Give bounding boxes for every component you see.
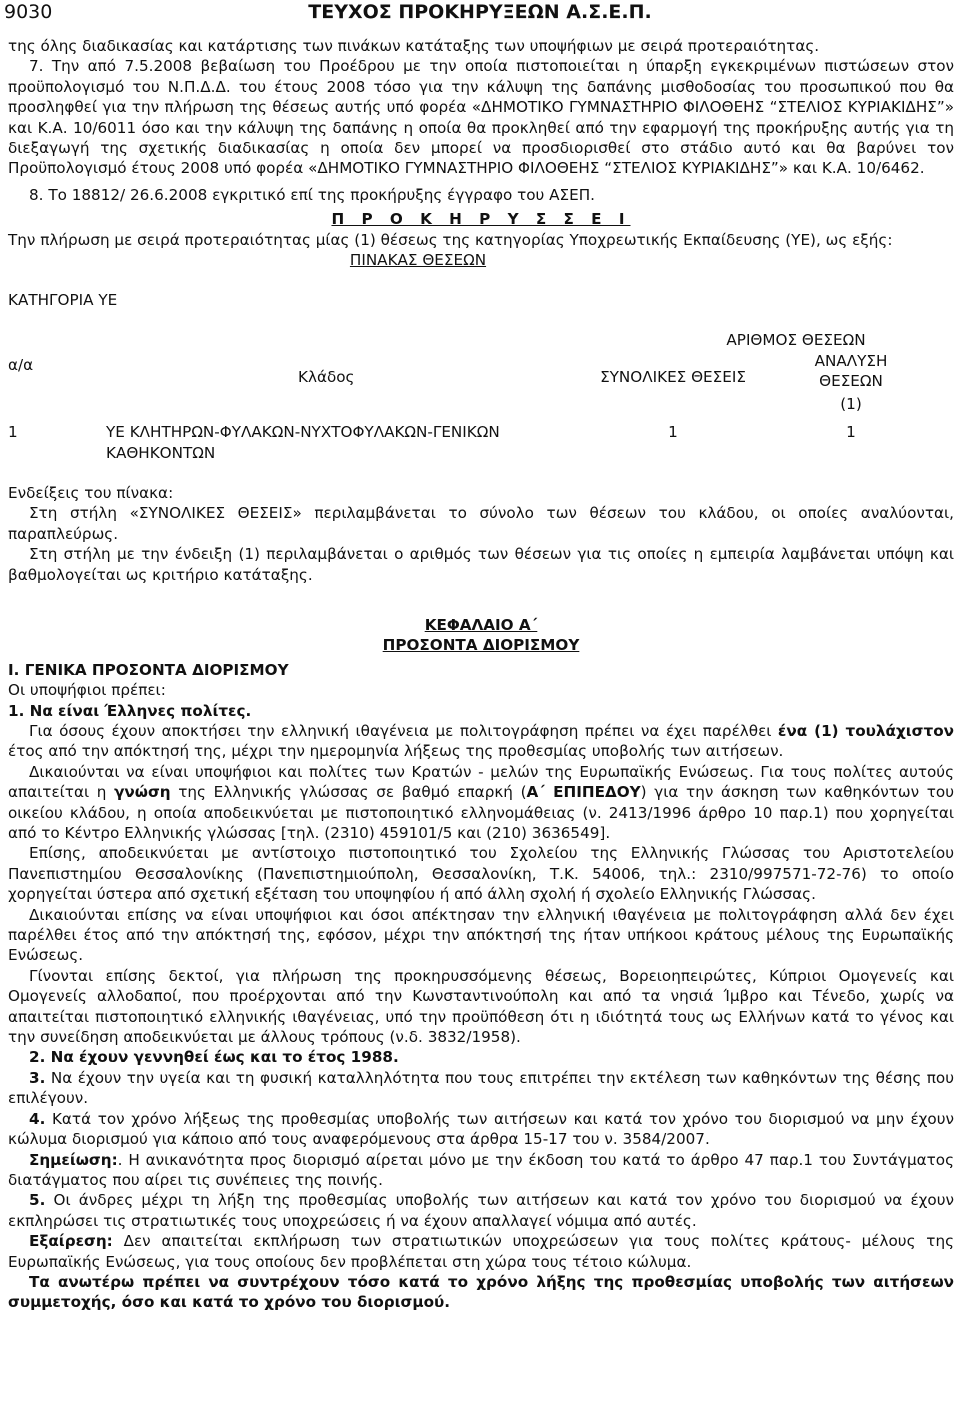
item-3 [8,1068,954,1109]
item-1-para-1-a: Για όσους έχουν αποκτήσει την ελληνική ιθαγένεια με πολιτογράφηση πρέπει να έχει παρέλθει [29,721,778,740]
col-aa: α/α [8,355,34,374]
item-1-para-2-c: ) για την άσκηση των καθηκόντων του οικείου κλάδου, η οποία αποδεικνύεται με πιστοποιητικό ελληνομάθειας (ν. 2413/1996 άρθρο 10 παρ.1) που χορηγείται από το Κέντρο Ελληνικής γλώσσας [τηλ. (2310) 459101/5 και (210) 3636549]. [8,783,955,842]
intro-paragraph-8: 8. Το 18812/ 26.6.2008 εγκριτικό επί της προκήρυξης έγγραφο του ΑΣΕΠ. [29,185,595,204]
prokiryssei-text: Την πλήρωση με σειρά προτεραιότητας μίας (1) θέσεως της κατηγορίας Υποχρεωτικής Εκπαίδευσης (ΥΕ), ως εξής: [8,230,893,249]
item-1-para-2-bold-2: Α΄ ΕΠΙΠΕΔΟΥ [526,783,641,802]
notes-item-2: Στη στήλη με την ένδειξη (1) περιλαμβάνεται ο αριθμός των θέσεων για τις οποίες η εμπειρία λαμβάνεται υπόψη και βαθμολογείται ως κριτήριο κατάταξης. [8,545,954,584]
col-klados: Κλάδος [298,367,355,386]
col-synolikes: ΣΥΝΟΛΙΚΕΣ ΘΕΣΕΙΣ [600,367,746,386]
intro-paragraph-7: 7. Την από 7.5.2008 βεβαίωση του Προέδρου με την οποία πιστοποιείται η ύπαρξη εγκεκριμένων πιστώσεων στον προϋπολογισμό του Ν.Π.Δ.Δ. του έτους 2008 τόσο για την κάλυψη της δαπάνης μισθοδοσίας του προσωπικού που θα προσληφθεί για την πλήρωση της θέσεως αυτής υπό φορέα «ΔΗΜΟΤΙΚΟ ΓΥΜΝΑΣΤΗΡΙΟ ΦΙΛΟΘΕΗΣ “ΣΤΕΛΙΟΣ ΚΥΡΙΑΚΙΔΗΣ”» και Κ.Α. 10/6011 όσο και την κάλυψη της δαπάνης η οποία θα προκληθεί από την εφαρμογή της προκήρυξης αυτής για τη διεξαγωγή της σχετικής διαδικασίας η οποία δεν μπορεί να προσδιορισθεί στο στάδιο αυτό και θα βαρύνει τον Προϋπολογισμό έτους 2008 υπό φορέα «ΔΗΜΟΤΙΚΟ ΓΥΜΝΑΣΤΗΡΙΟ ΦΙΛΟΘΕΗΣ “ΣΤΕΛΙΟΣ ΚΥΡΙΑΚΙΔΗΣ”» και Κ.Α. 10/6462. [8,57,954,178]
intro-paragraph-1: της όλης διαδικασίας και κατάρτισης των πινάκων κατάταξης των υποψήφιων με σειρά προτεραιότητας. [8,37,820,55]
item-4-text: Κατά τον χρόνο λήξεως της προθεσμίας υποβολής των αιτήσεων και κατά τον χρόνο του διορισμού να μην έχουν κώλυμα διορισμού για κάποιο από τους αναφερόμενους στα άρθρα 15-17 του ν. 3584/2007. [8,1109,954,1149]
page-header [0,0,960,28]
row-analysi: 1 [846,423,856,442]
row-synolikes: 1 [668,423,678,442]
chapter-subtitle: ΠΡΟΣΟΝΤΑ ΔΙΟΡΙΣΜΟΥ [382,636,580,655]
item-1-para-2-a: Δικαιούνται να είναι υποψήφιοι και πολίτες των Κρατών - μελών της Ευρωπαϊκής Ενώσεως. Για τους πολίτες αυτούς απαιτείται η [8,762,954,802]
item-1-para-1-b: έτος από την απόκτησή της, μέχρι την ημερομηνία λήξεως της προθεσμίας υποβολής των αιτήσεων. [8,742,784,761]
item-1-para-2-b: της Ελληνικής γλώσσας σε βαθμό επαρκή ( [170,783,527,802]
exception-text: Δεν απαιτείται εκπλήρωση των στρατιωτικών υποχρεώσεων για τους πολίτες κράτους- μέλους της Ευρωπαϊκής Ενώσεως, για τους οποίους δεν προβλέπεται στη χώρα τους τέτοιο κώλυμα. [8,1232,954,1271]
category-text: ΚΑΤΗΓΟΡΙΑ ΥΕ [8,291,118,310]
final-statement: Τα ανωτέρω πρέπει να συντρέχουν τόσο κατά το χρόνο λήξης της προθεσμίας υποβολής των αιτήσεων συμμετοχής, όσο και κατά το χρόνο του διορισμού. [8,1272,954,1312]
item-5-exception [8,1231,954,1272]
col-arithmos: ΑΡΙΘΜΟΣ ΘΕΣΕΩΝ [726,331,866,350]
category-label [8,250,248,310]
notes-item-1: Στη στήλη «ΣΥΝΟΛΙΚΕΣ ΘΕΣΕΙΣ» περιλαμβάνεται το σύνολο των θέσεων του κλάδου, οι οποίες αναλύονται, παραπλεύρως. [8,504,954,543]
item-1-para-5: Γίνονται επίσης δεκτοί, για πλήρωση της προκηρυσσόμενης θέσεως, Βορειοηπειρώτες, Κύπριοι Ομογενείς και Ομογενείς αλλοδαποί, που προέρχονται από την Κωνσταντινούπολη και από τα νησιά Ίμβρο και Τένεδο, χωρίς να απαιτείται πιστοποιητικό ελληνικής ιθαγένειας, υπό την προϋπόθεση ότι η ιδιότητά τους ως Ελλήνων κατά το γένος και την συνείδηση αποδεικνύεται με άλλους τρόπους (ν.δ. 3832/1958). [8,966,954,1047]
table-title: ΠΙΝΑΚΑΣ ΘΕΣΕΩΝ [349,251,487,270]
item-1-para-2 [8,762,954,844]
row-aa: 1 [8,423,18,442]
item-1-para-2-bold-1: γνώση [114,783,171,802]
item-3-text: Να έχουν την υγεία και τη φυσική καταλληλότητα που τους επιτρέπει την εκτέλεση των καθηκόντων της θέσης που επιλέγουν. [8,1068,954,1108]
item-5-number: 5. [29,1191,46,1210]
table-row [8,414,954,463]
positions-grid [8,330,954,462]
document-body [8,36,954,1313]
notes-title: Ενδείξεις του πίνακα: [8,483,174,502]
item-1-para-1 [8,721,954,762]
item-1-para-1-bold: ένα (1) τουλάχιστον [777,721,954,740]
item-3-number: 3. [29,1068,46,1087]
exception-label: Εξαίρεση: [29,1232,113,1251]
item-5 [8,1190,954,1231]
note-text: . Η ανικανότητα προς διορισμό αίρεται μόνο με την έκδοση του κατά το άρθρο 47 παρ.1 του Συντάγματος διατάγματος που αίρει τις συνέπειες της ποινής. [8,1150,954,1189]
journal-title: ΤΕΥΧΟΣ ΠΡΟΚΗΡΥΞΕΩΝ Α.Σ.Ε.Π. [308,1,652,23]
prokiryssei-heading: Π Ρ Ο Κ Η Ρ Υ Σ Σ Ε Ι [331,210,631,229]
item-1-para-4: Δικαιούνται επίσης να είναι υποψήφιοι και όσοι απέκτησαν την ελληνική ιθαγένεια με πολιτογράφηση αλλά δεν έχει παρέλθει έτος από την απόκτησή της, εφόσον, μέχρι την απόκτησή της ήταν υπήκοοι κράτους μέλους της Ευρωπαϊκής Ενώσεως. [8,905,954,965]
page-number: 9030 [4,1,53,23]
item-1: 1. Να είναι Έλληνες πολίτες. [8,701,252,720]
positions-table [8,250,954,310]
item-4-number: 4. [29,1109,46,1128]
col-analysi-note: (1) [840,394,862,413]
section-heading: Ι. ΓΕΝΙΚΑ ΠΡΟΣΟΝΤΑ ΔΙΟΡΙΣΜΟΥ [8,660,289,679]
table-title-cell [248,250,588,310]
item-4-note [8,1150,954,1191]
row-klados: ΥΕ ΚΛΗΤΗΡΩΝ-ΦΥΛΑΚΩΝ-ΝΥΧΤΟΦΥΛΑΚΩΝ-ΓΕΝΙΚΩΝ ΚΑΘΗΚΟΝΤΩΝ [106,423,500,462]
section-lead: Οι υποψήφιοι πρέπει: [8,681,166,700]
chapter-title: ΚΕΦΑΛΑΙΟ Α΄ [424,615,538,634]
col-analysi-label: ΑΝΑΛΥΣΗ ΘΕΣΕΩΝ [814,351,888,391]
item-5-text: Οι άνδρες μέχρι τη λήξη της προθεσμίας υποβολής των αιτήσεων και κατά τον χρόνο του διορισμού να έχουν εκπληρώσει τις στρατιωτικές τους υποχρεώσεις ή να έχουν απαλλαγεί νόμιμα από αυτές. [8,1191,954,1230]
item-2: 2. Να έχουν γεννηθεί έως και το έτος 1988. [29,1048,399,1067]
item-1-para-3: Επίσης, αποδεικνύεται με αντίστοιχο πιστοποιητικό του Σχολείου της Ελληνικής Γλώσσας του Αριστοτελείου Πανεπιστημίου Θεσσαλονίκης (Πανεπιστημιούπολη, Θεσσαλονίκη, Τ.Κ. 54006, τηλ.: 2310/997571-72-76) το οποίο χορηγείται ύστερα από σχετική εξέταση του υποψηφίου ή από άλλη σχολή ή σχολείο Ελληνικής Γλώσσας. [8,844,954,904]
item-4 [8,1109,954,1150]
note-label: Σημείωση: [29,1150,118,1169]
col-analysi [748,351,954,414]
